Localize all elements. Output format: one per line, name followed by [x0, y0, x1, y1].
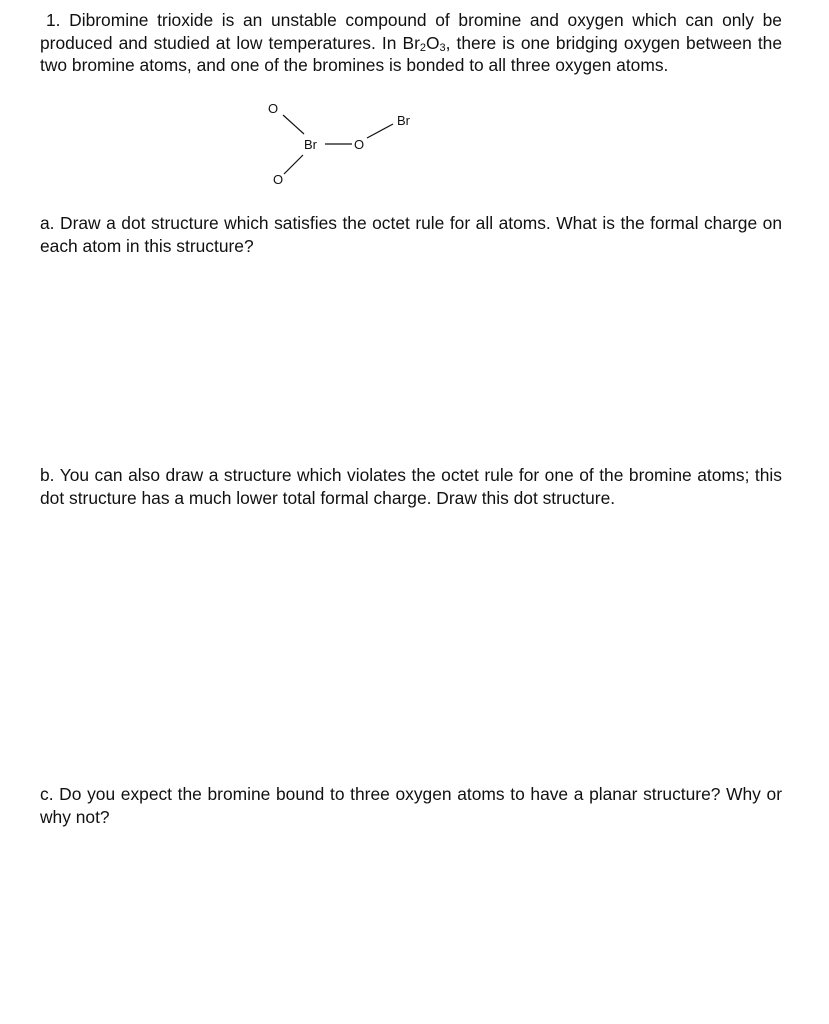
question-number: 1.	[46, 10, 61, 30]
part-b-text: b. You can also draw a structure which violates the octet rule for one of the bromine atoms; this dot structure has a much lower total formal charge. Draw this dot structure.	[40, 465, 782, 508]
bond-o-bridge-br	[367, 124, 393, 138]
formula-br2o3	[402, 33, 445, 53]
part-a-text: a. Draw a dot structure which satisfies the octet rule for all atoms. What is the formal charge on each atom in this structure?	[40, 213, 782, 256]
br2o3-skeletal-structure	[250, 98, 430, 193]
formula-br-count: 2	[419, 41, 426, 54]
bond-br-o-bottom	[284, 155, 303, 174]
question-1-text	[40, 9, 782, 77]
bond-o-top-br	[283, 115, 304, 134]
atom-o-top: O	[268, 101, 279, 116]
formula-o-symbol: O	[425, 32, 440, 53]
question-1-intro: Dibromine trioxide is an unstable compound of bromine and oxygen which can only be produced and studied at low temperatures. In	[40, 10, 782, 53]
part-c-text: c. Do you expect the bromine bound to three oxygen atoms to have a planar structure? Why or why not?	[40, 784, 782, 827]
atom-o-bottom: O	[273, 172, 284, 187]
question-1-rest: , there is one bridging oxygen between the two bromine atoms, and one of the bromines is bonded to all three oxygen atoms.	[40, 32, 783, 76]
atom-br-central: Br	[304, 137, 317, 152]
atom-o-bridge: O	[354, 137, 365, 152]
formula-br-symbol: Br	[402, 32, 420, 53]
atom-br-terminal: Br	[397, 113, 410, 128]
formula-o-count: 3	[439, 41, 446, 54]
